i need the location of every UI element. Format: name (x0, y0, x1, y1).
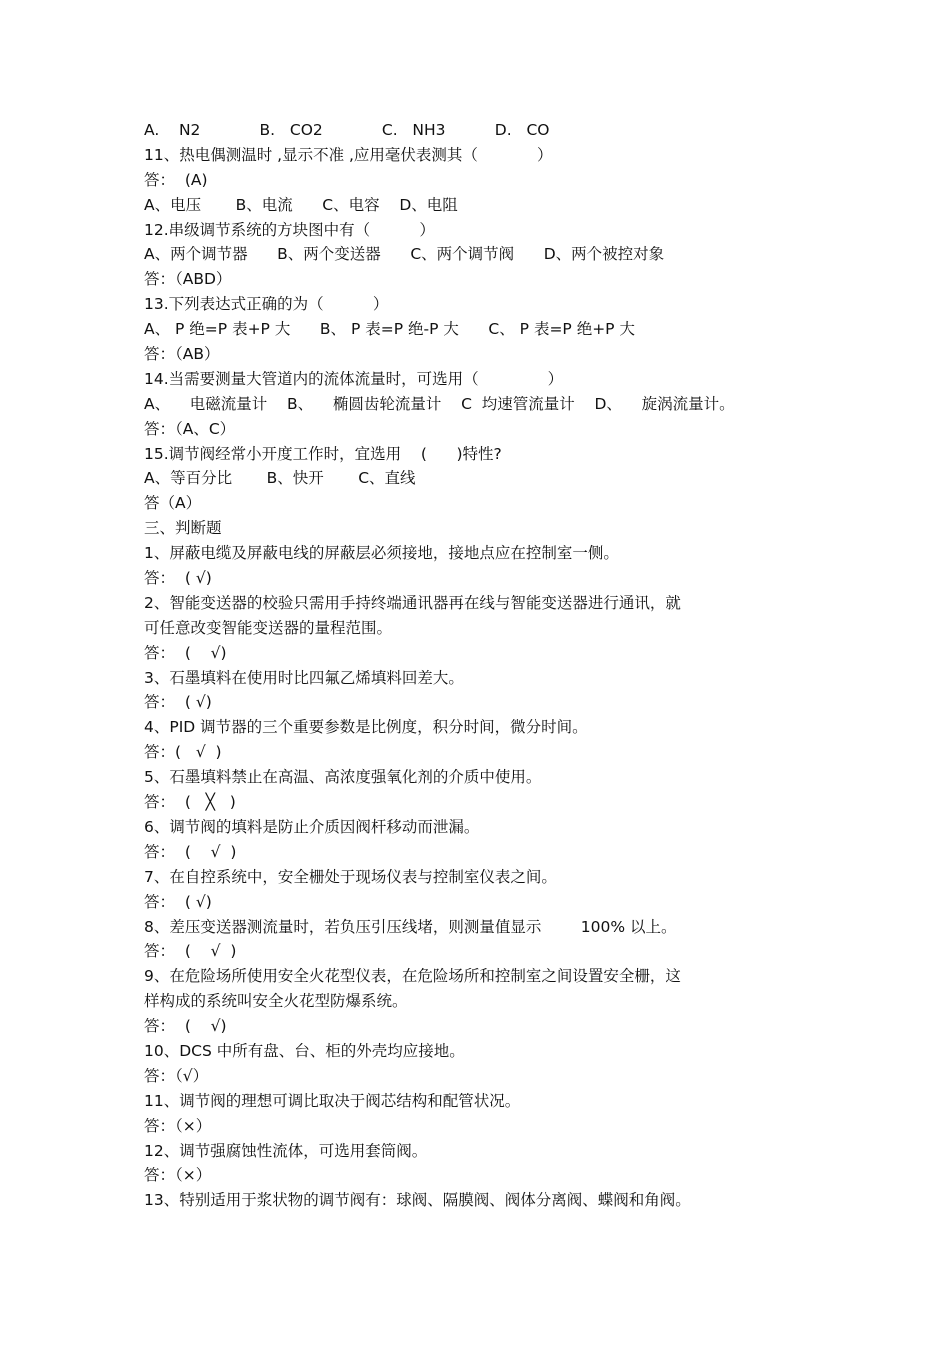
tf-answer-9: 答： ( √) (144, 1017, 227, 1036)
tf-answer-11: 答：（×） (144, 1116, 212, 1135)
answer-11: 答： (A) (144, 170, 208, 189)
question-14-options: A、 电磁流量计 B、 椭圆齿轮流量计 C 均速管流量计 D、 旋涡流量计。 (144, 394, 735, 413)
question-11-options: A、电压 B、电流 C、电容 D、电阻 (144, 195, 458, 214)
tf-question-9: 9、在危险场所使用安全火花型仪表，在危险场所和控制室之间设置安全栅，这 (144, 967, 681, 986)
tf-question-13: 13、特别适用于浆状物的调节阀有：球阀、隔膜阀、阀体分离阀、蝶阀和角阀。 (144, 1191, 691, 1210)
tf-question-4: 4、PID 调节器的三个重要参数是比例度，积分时间，微分时间。 (144, 718, 588, 737)
tf-answer-12: 答：（×） (144, 1166, 212, 1185)
tf-question-12: 12、调节强腐蚀性流体，可选用套筒阀。 (144, 1141, 428, 1160)
tf-question-6: 6、调节阀的填料是防止介质因阀杆移动而泄漏。 (144, 817, 480, 836)
tf-answer-5: 答： ( ╳ ) (144, 793, 236, 812)
tf-answer-2: 答： ( √) (144, 643, 227, 662)
question-11: 11、热电偶测温时 ,显示不准 ,应用毫伏表测其（ ） (144, 145, 553, 164)
question-15-options: A、等百分比 B、快开 C、直线 (144, 469, 416, 488)
tf-question-1: 1、屏蔽电缆及屏蔽电线的屏蔽层必须接地，接地点应在控制室一侧。 (144, 544, 619, 563)
tf-answer-4: 答：( √ ) (144, 743, 222, 762)
tf-question-2-cont: 可任意改变智能变送器的量程范围。 (144, 618, 393, 637)
question-15: 15.调节阀经常小开度工作时，宜选用 ( )特性? (144, 444, 502, 463)
tf-answer-10: 答：（√） (144, 1066, 209, 1085)
section-heading: 三、判断题 (144, 519, 222, 538)
question-13: 13.下列表达式正确的为（ ） (144, 295, 389, 314)
tf-question-7: 7、在自控系统中，安全栅处于现场仪表与控制室仪表之间。 (144, 867, 557, 886)
tf-question-5: 5、石墨填料禁止在高温、高浓度强氧化剂的介质中使用。 (144, 768, 542, 787)
tf-answer-8: 答： ( √ ) (144, 942, 237, 961)
tf-question-10: 10、DCS 中所有盘、台、柜的外壳均应接地。 (144, 1041, 465, 1060)
tf-question-3: 3、石墨填料在使用时比四氟乙烯填料回差大。 (144, 668, 464, 687)
answer-12: 答：（ABD） (144, 270, 232, 289)
tf-question-8: 8、差压变送器测流量时，若负压引压线堵，则测量值显示 100% 以上。 (144, 917, 677, 936)
tf-question-9-cont: 样构成的系统叫安全火花型防爆系统。 (144, 992, 408, 1011)
tf-question-2: 2、智能变送器的校验只需用手持终端通讯器再在线与智能变送器进行通讯，就 (144, 593, 681, 612)
tf-answer-1: 答： ( √) (144, 569, 212, 588)
question-14: 14.当需要测量大管道内的流体流量时，可选用（ ） (144, 369, 564, 388)
question-12: 12.串级调节系统的方块图中有（ ） (144, 220, 435, 239)
answer-13: 答：（AB） (144, 345, 220, 364)
answer-15: 答（A） (144, 494, 202, 513)
answer-14: 答：（A、C） (144, 419, 236, 438)
tf-answer-3: 答： ( √) (144, 693, 212, 712)
tf-question-11: 11、调节阀的理想可调比取决于阀芯结构和配管状况。 (144, 1091, 521, 1110)
tf-answer-7: 答： ( √) (144, 892, 212, 911)
question-10-options: A. N2 B. CO2 C. NH3 D. CO (144, 121, 550, 139)
question-13-options: A、 P 绝=P 表+P 大 B、 P 表=P 绝-P 大 C、 P 表=P 绝+P 大 (144, 320, 635, 339)
tf-answer-6: 答： ( √ ) (144, 842, 237, 861)
question-12-options: A、两个调节器 B、两个变送器 C、两个调节阀 D、两个被控对象 (144, 245, 665, 264)
document-body (144, 118, 784, 1213)
